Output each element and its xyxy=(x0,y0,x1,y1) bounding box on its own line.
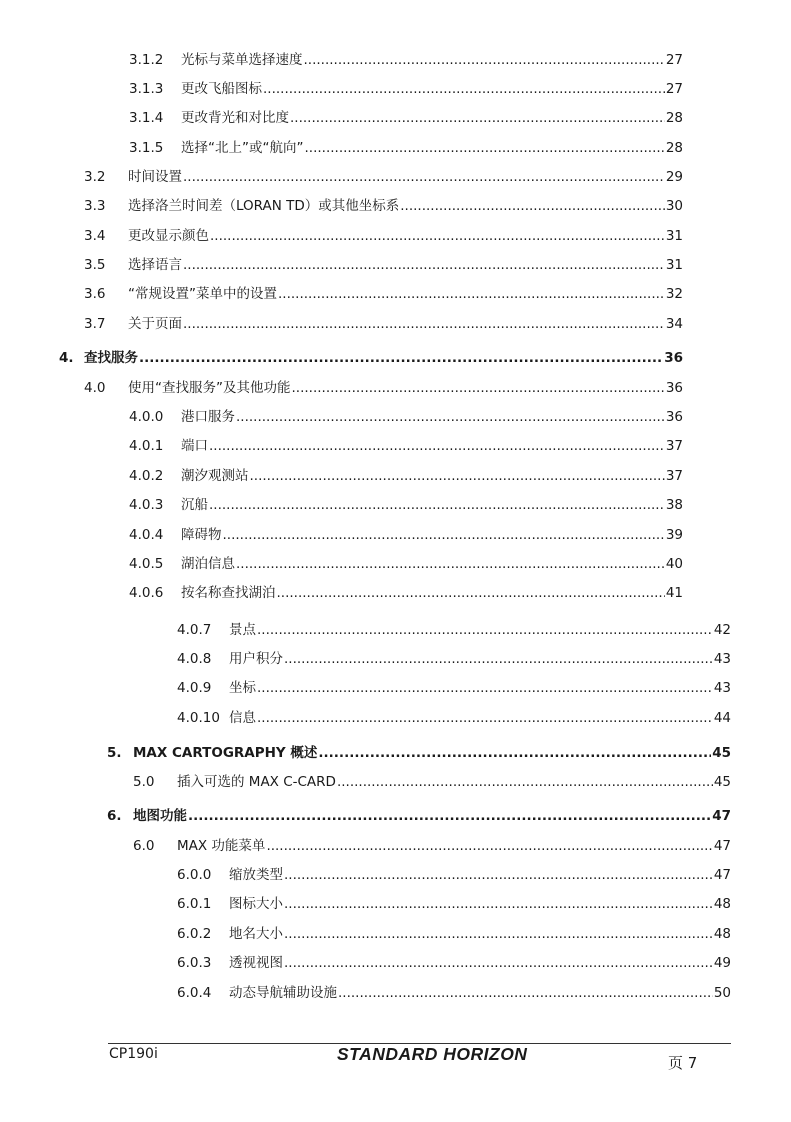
toc-entry[interactable] xyxy=(133,837,731,855)
toc-entry-title: 端口 xyxy=(181,438,208,454)
toc-entry-number: 3.6 xyxy=(84,286,106,302)
dot-leader xyxy=(304,139,664,157)
dot-leader xyxy=(139,349,663,367)
toc-entry-page: 37 xyxy=(665,438,683,454)
toc-entry-title: 信息 xyxy=(229,710,256,726)
toc-entry[interactable] xyxy=(129,139,683,157)
toc-entry-page: 47 xyxy=(712,808,731,824)
dot-leader xyxy=(263,80,665,98)
toc-entry-number: 3.1.4 xyxy=(129,110,164,126)
dot-leader xyxy=(284,954,713,972)
toc-entry-title: 选择洛兰时间差（LORAN TD）或其他坐标系 xyxy=(128,198,400,214)
toc-entry[interactable] xyxy=(84,379,683,397)
dot-leader xyxy=(400,197,665,215)
dot-leader xyxy=(209,437,665,455)
toc-entry[interactable] xyxy=(129,467,683,485)
toc-entry[interactable] xyxy=(177,895,731,913)
toc-entry-number: 6. xyxy=(107,808,122,824)
toc-entry[interactable] xyxy=(129,526,683,544)
dot-leader xyxy=(183,256,665,274)
toc-entry-number: 4.0 xyxy=(84,380,106,396)
toc-entry-number: 4.0.3 xyxy=(129,497,164,513)
toc-entry-title: 插入可选的 MAX C-CARD xyxy=(177,774,336,790)
toc-entry-page: 30 xyxy=(665,198,683,214)
toc-entry-page: 49 xyxy=(713,955,731,971)
dot-leader xyxy=(304,51,665,69)
toc-entry-page: 50 xyxy=(713,985,731,1001)
toc-entry-page: 48 xyxy=(713,896,731,912)
toc-entry-number: 3.1.5 xyxy=(129,140,164,156)
toc-entry[interactable] xyxy=(177,866,731,884)
toc-entry-number: 4.0.6 xyxy=(129,585,164,601)
toc-entry-title: 选择语言 xyxy=(128,257,182,273)
brand-logo: STANDARD HORIZON xyxy=(337,1044,528,1064)
toc-entry[interactable] xyxy=(59,349,683,367)
toc-entry-number: 3.1.2 xyxy=(129,52,164,68)
toc-entry-title: 透视视图 xyxy=(229,955,283,971)
dot-leader xyxy=(292,379,665,397)
toc-entry[interactable] xyxy=(129,496,683,514)
toc-entry-page: 45 xyxy=(712,745,731,761)
toc-entry[interactable] xyxy=(129,555,683,573)
dot-leader xyxy=(257,621,713,639)
toc-entry[interactable] xyxy=(177,925,731,943)
toc-entry-page: 31 xyxy=(665,228,683,244)
toc-entry-title: 关于页面 xyxy=(128,316,182,332)
toc-entry[interactable] xyxy=(177,709,731,727)
toc-entry-title: 光标与菜单选择速度 xyxy=(181,52,303,68)
footer-page-number: 页 7 xyxy=(668,1054,698,1072)
toc-entry[interactable] xyxy=(84,315,683,333)
toc-entry-title: 选择“北上”或“航向” xyxy=(181,140,304,156)
toc-entry-title: 更改背光和对比度 xyxy=(181,110,289,126)
toc-entry-title: 港口服务 xyxy=(181,409,235,425)
toc-entry-number: 3.1.3 xyxy=(129,81,164,97)
toc-entry-page: 44 xyxy=(713,710,731,726)
toc-entry-number: 4.0.7 xyxy=(177,622,212,638)
toc-entry[interactable] xyxy=(84,285,683,303)
toc-entry-title: “常规设置”菜单中的设置 xyxy=(128,286,277,302)
toc-entry-page: 40 xyxy=(665,556,683,572)
toc-entry-page: 36 xyxy=(664,350,683,366)
toc-entry-page: 45 xyxy=(713,774,731,790)
dot-leader xyxy=(318,744,711,762)
toc-entry-title: 地名大小 xyxy=(229,926,283,942)
toc-entry[interactable] xyxy=(177,650,731,668)
toc-entry-number: 5. xyxy=(107,745,122,761)
toc-entry-page: 28 xyxy=(665,110,683,126)
toc-entry-number: 6.0.0 xyxy=(177,867,212,883)
toc-entry-page: 32 xyxy=(665,286,683,302)
toc-entry-title: 景点 xyxy=(229,622,256,638)
toc-entry-number: 6.0.3 xyxy=(177,955,212,971)
toc-entry-page: 38 xyxy=(665,497,683,513)
toc-entry-number: 4.0.0 xyxy=(129,409,164,425)
toc-entry-title: 用户积分 xyxy=(229,651,283,667)
toc-entry-number: 4.0.2 xyxy=(129,468,164,484)
toc-entry[interactable] xyxy=(84,168,683,186)
toc-entry-title: 更改飞船图标 xyxy=(181,81,262,97)
toc-entry[interactable] xyxy=(84,256,683,274)
dot-leader xyxy=(257,709,713,727)
dot-leader xyxy=(223,526,665,544)
toc-entry-number: 5.0 xyxy=(133,774,155,790)
toc-entry-title: 坐标 xyxy=(229,680,256,696)
toc-entry-number: 4. xyxy=(59,350,74,366)
toc-entry[interactable] xyxy=(84,197,683,215)
toc-entry[interactable] xyxy=(129,51,683,69)
toc-entry[interactable] xyxy=(129,584,683,602)
toc-entry[interactable] xyxy=(177,954,731,972)
dot-leader xyxy=(183,168,665,186)
toc-entry-title: 使用“查找服务”及其他功能 xyxy=(128,380,291,396)
toc-entry[interactable] xyxy=(107,807,731,825)
toc-entry-number: 4.0.5 xyxy=(129,556,164,572)
dot-leader xyxy=(277,584,665,602)
toc-entry-title: 沉船 xyxy=(181,497,208,513)
toc-entry-page: 37 xyxy=(665,468,683,484)
dot-leader xyxy=(278,285,665,303)
toc-entry-title: 更改显示颜色 xyxy=(128,228,209,244)
toc-entry-number: 3.3 xyxy=(84,198,106,214)
toc-entry[interactable] xyxy=(129,109,683,127)
dot-leader xyxy=(290,109,665,127)
toc-entry-title: 按名称查找湖泊 xyxy=(181,585,276,601)
dot-leader xyxy=(210,227,665,245)
toc-entry-page: 27 xyxy=(665,52,683,68)
toc-entry-title: 障碍物 xyxy=(181,527,222,543)
toc-entry[interactable] xyxy=(133,773,731,791)
toc-entry-page: 47 xyxy=(713,867,731,883)
toc-entry-page: 29 xyxy=(665,169,683,185)
toc-entry-page: 41 xyxy=(665,585,683,601)
toc-entry-number: 6.0 xyxy=(133,838,155,854)
toc-entry-number: 6.0.2 xyxy=(177,926,212,942)
toc-entry-page: 27 xyxy=(665,81,683,97)
toc-entry-title: 动态导航辅助设施 xyxy=(229,985,337,1001)
dot-leader xyxy=(188,807,711,825)
dot-leader xyxy=(284,925,713,943)
toc-entry-page: 42 xyxy=(713,622,731,638)
toc-entry-title: 湖泊信息 xyxy=(181,556,235,572)
toc-entry-number: 3.4 xyxy=(84,228,106,244)
toc-entry-number: 6.0.1 xyxy=(177,896,212,912)
toc-entry-number: 3.2 xyxy=(84,169,106,185)
toc-entry-number: 4.0.4 xyxy=(129,527,164,543)
toc-entry-title: 图标大小 xyxy=(229,896,283,912)
dot-leader xyxy=(266,837,712,855)
toc-entry-title: 地图功能 xyxy=(133,808,187,824)
toc-entry[interactable] xyxy=(177,621,731,639)
dot-leader xyxy=(257,679,713,697)
toc-entry[interactable] xyxy=(107,744,731,762)
toc-entry[interactable] xyxy=(84,227,683,245)
dot-leader xyxy=(338,984,713,1002)
toc-entry-title: 查找服务 xyxy=(84,350,138,366)
dot-leader xyxy=(236,408,665,426)
toc-entry-number: 6.0.4 xyxy=(177,985,212,1001)
toc-entry-page: 31 xyxy=(665,257,683,273)
dot-leader xyxy=(236,555,665,573)
toc-entry-page: 39 xyxy=(665,527,683,543)
toc-entry[interactable] xyxy=(177,984,731,1002)
dot-leader xyxy=(250,467,665,485)
toc-entry-page: 47 xyxy=(713,838,731,854)
dot-leader xyxy=(284,866,713,884)
toc-entry-page: 28 xyxy=(665,140,683,156)
toc-entry-page: 34 xyxy=(665,316,683,332)
dot-leader xyxy=(284,650,713,668)
dot-leader xyxy=(284,895,713,913)
toc-entry-number: 4.0.10 xyxy=(177,710,220,726)
toc-entry-title: MAX CARTOGRAPHY 概述 xyxy=(133,745,318,761)
toc-entry[interactable] xyxy=(177,679,731,697)
footer-model: CP190i xyxy=(109,1046,158,1062)
dot-leader xyxy=(183,315,665,333)
toc-entry-title: MAX 功能菜单 xyxy=(177,838,266,854)
toc-entry-page: 48 xyxy=(713,926,731,942)
toc-entry-page: 43 xyxy=(713,651,731,667)
toc-entry-number: 3.7 xyxy=(84,316,106,332)
toc-entry-page: 36 xyxy=(665,380,683,396)
toc-entry[interactable] xyxy=(129,437,683,455)
toc-entry[interactable] xyxy=(129,80,683,98)
dot-leader xyxy=(337,773,713,791)
toc-entry-title: 潮汐观测站 xyxy=(181,468,249,484)
dot-leader xyxy=(209,496,665,514)
toc-entry-title: 缩放类型 xyxy=(229,867,283,883)
toc-entry-number: 4.0.8 xyxy=(177,651,212,667)
toc-entry-title: 时间设置 xyxy=(128,169,182,185)
toc-entry-number: 4.0.1 xyxy=(129,438,164,454)
toc-entry-number: 4.0.9 xyxy=(177,680,212,696)
toc-entry-page: 43 xyxy=(713,680,731,696)
toc-entry-number: 3.5 xyxy=(84,257,106,273)
toc-entry[interactable] xyxy=(129,408,683,426)
toc-entry-page: 36 xyxy=(665,409,683,425)
